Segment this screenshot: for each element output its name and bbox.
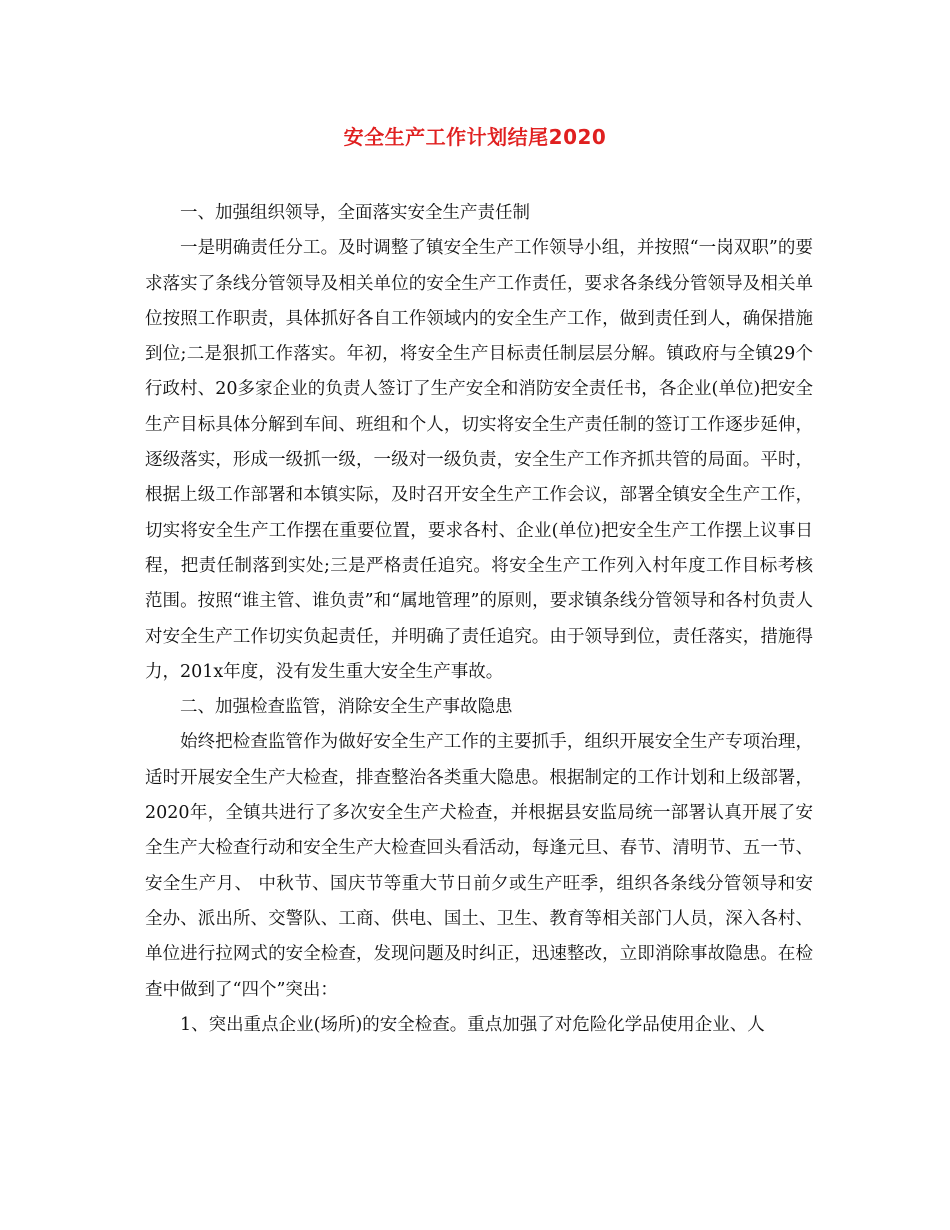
section-heading-1: 一、加强组织领导，全面落实安全生产责任制 xyxy=(180,203,530,223)
section-heading-2: 二、加强检查监管，消除安全生产事故隐患 xyxy=(180,697,513,718)
document-title: 安全生产工作计划结尾2020 xyxy=(343,125,607,149)
body-paragraph-3: 1、突出重点企业(场所)的安全检查。重点加强了对危险化学品使用企业、人 xyxy=(180,1014,765,1035)
document-body xyxy=(145,196,813,1043)
body-paragraph-2: 始终把检查监管作为做好安全生产工作的主要抓手，组织开展安全生产专项治理，适时开展安全生产大检查，排查整治各类重大隐患。根据制定的工作计划和上级部署，2020年，全镇共进行了多次安全生产犬检查，并根据县安监局统一部署认真开展了安全生产大检查行动和安全生产大检查回头看活动，每逢元旦、春节、清明节、五一节、安全生产月、 中秋节、国庆节等重大节日前夕或生产旺季，组织各条线分管领导和安全办、派出所、交警队、工商、供电、国土、卫生、教育等相关部门人员，深入各村、单位进行拉网式的安全检查，发现问题及时纠正，迅速整改，立即消除事故隐患。在检查中做到了“四个”突出： xyxy=(145,732,813,1000)
body-paragraph-1: 一是明确责任分工。及时调整了镇安全生产工作领导小组，并按照“一岗双职”的要求落实了条线分管领导及相关单位的安全生产工作责任，要求各条线分管领导及相关单位按照工作职责，具体抓好各自工作领域内的安全生产工作，做到责任到人，确保措施到位;二是狠抓工作落实。年初，将安全生产目标责任制层层分解。镇政府与全镇29个行政村、20多家企业的负责人签订了生产安全和消防安全责任书，各企业(单位)把安全生产目标具体分解到车间、班组和个人，切实将安全生产责任制的签订工作逐步延伸，逐级落实，形成一级抓一级，一级对一级负责，安全生产工作齐抓共管的局面。平时，根据上级工作部署和本镇实际，及时召开安全生产工作会议，部署全镇安全生产工作，切实将安全生产工作摆在重要位置，要求各村、企业(单位)把安全生产工作摆上议事日程，把责任制落到实处;三是严格责任追究。将安全生产工作列入村年度工作目标考核范围。按照“谁主管、谁负责”和“属地管理”的原则，要求镇条线分管领导和各村负责人对安全生产工作切实负起责任，并明确了责任追究。由于领导到位，责任落实，措施得力，201x年度，没有发生重大安全生产事故。 xyxy=(145,238,813,682)
